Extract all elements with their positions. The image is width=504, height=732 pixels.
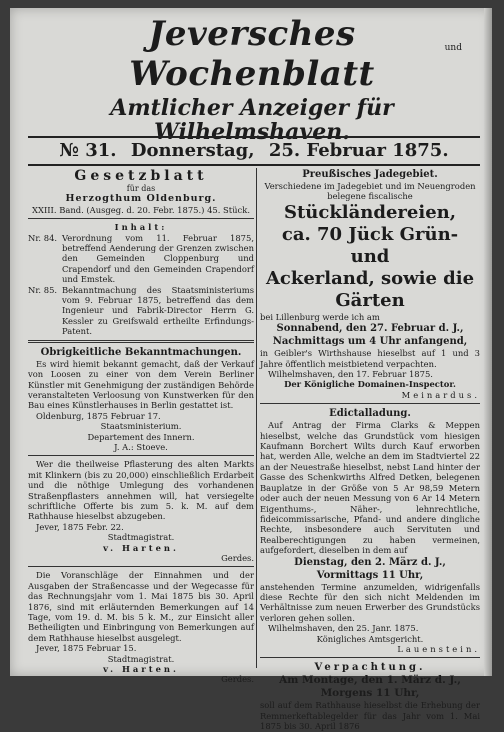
gesetzblatt-fuer: für das [126, 184, 156, 193]
verpachtung-date: Am Montage, den 1. März d. J., [279, 674, 461, 687]
inhalt-item-number: Nr. 85. [28, 284, 58, 295]
masthead [32, 14, 472, 144]
preussisches-big: ca. 70 Jück Grün- und [281, 223, 459, 267]
divider [28, 340, 254, 343]
obrigkeitliche-sign: Departement des Innern. [87, 431, 195, 442]
inhalt-item [28, 233, 254, 285]
obrigkeitliche-text: Es wird hiemit bekannt gemacht, daß der Verkauf von Loosen zu einer von dem Verein Berliner Künstler mit Genehmigung der zuständigen Behörde veranstalteten Verloosung von Kunstwerken für den Bau eines Künstlerhauses in Berlin gestattet ist. [28, 358, 254, 411]
preussisches-big: Gärten [335, 289, 405, 311]
column-separator [256, 168, 257, 668]
vormittags-time: Vormittags 11 Uhr, [316, 569, 424, 581]
preussisches-big: Ackerland, sowie die [265, 267, 475, 289]
preussisches-text: Verschiedene im Jadegebiet und im Neuengroden belegene fiscalische [264, 181, 476, 202]
issue-number: № 31. [59, 140, 117, 161]
edictalladung-sign: Königliches Amtsgericht. [316, 633, 424, 644]
verpachtung-time: Morgens 11 Uhr, [320, 687, 420, 700]
voranschlaege-sign: Gerdes. [221, 674, 254, 685]
preussisches-big: Stückländereien, [283, 201, 457, 223]
divider [260, 403, 480, 404]
voranschlaege-sign: v. Harten. [103, 664, 179, 675]
obrigkeitliche-heading: Obrigkeitliche Bekanntmachungen. [40, 346, 242, 358]
masthead-subtitle: Amtlicher Anzeiger für Wilhelmshaven. [110, 95, 394, 145]
obrigkeitliche-sign: J. A.: Stoeve. [114, 441, 168, 452]
sonnabend-date: Sonnabend, den 27. Februar d. J., [276, 323, 464, 335]
obrigkeitliche-sign: Staatsministerium. [100, 421, 182, 432]
obrigkeitliche-date: Oldenburg, 1875 Februar 17. [36, 410, 161, 421]
markt-text: Wer die theilweise Pflasterung des alten Markts mit Klinkern (bis zu 20,000) einschließlich Erdarbeit und die nöthige Umlegung des vorhandenen Straßenpflasters annehmen will, hat versiegelte schriftliche Offerte bis zum 5. k. M. auf dem Rathhause hieselbst abzugeben. [28, 459, 254, 522]
divider [28, 455, 254, 456]
inhalt-item-text: Verordnung vom 11. Februar 1875, betreffend Aenderung der Grenzen zwischen den Gemeinden Cloppenburg und Crapendorf und den Gemeinden Crapendorf und Emstek. [62, 232, 254, 285]
voranschlaege-text: Die Voranschläge der Einnahmen und der Ausgaben der Straßencasse und der Wegecasse für das Rechnungsjahr vom 1. Mai 1875 bis 30. April 1876, sind mit erläuternden Bemerkungen auf 14 Tage, vom 19. d. M. bis 5 k. M., zur Einsicht aller Betheiligten und Einbringung von Bemerkungen auf dem Rathhause hieselbst ausgelegt. [28, 570, 254, 643]
page-edge-shadow [484, 8, 492, 676]
gesetzblatt-band: XXIII. Band. (Ausgeg. d. 20. Febr. 1875.) 45. Stück. [32, 204, 250, 215]
verpachtung-heading: Verpachtung. [314, 662, 426, 674]
masthead-title: Jeversches Wochenblatt [129, 14, 375, 94]
markt-date: Jever, 1875 Febr. 22. [36, 521, 124, 532]
edictalladung-text: Auf Antrag der Firma Clarks & Meppen hieselbst, welche das Grundstück vom hiesigen Kaufmann Borchert Wilts durch Kauf erworben hat, werden Alle, welche an dem im Stadtviertel 22 an der Neuestraße hieselbst, nebst Land hinter der Gasse des Schenkwirths Alfred Detken, belegenen Bauplatze in der Größe von 5 Ar 98,59 Metern oder auch der neuen Messung von 6 Ar 14 Metern Eigenthums-, Näher-, lehnrechtliche, fideicommissarische, Pfand- und andere dingliche Rechte, insbesondere auch Servituten und Realberechtigungen zu haben vermeinen, aufgefordert, dieselben in dem auf [260, 420, 480, 556]
nachmittags-time: Nachmittags um 4 Uhr anfangend, [272, 336, 468, 348]
verpachtung-text: soll auf dem Rathhause hieselbst die Erhebung der Remmerkeftablegelder für das Jahr vom 1. Mai 1875 bis 30. April 1876 [260, 700, 480, 732]
issue-date: 25. Februar 1875. [268, 140, 449, 161]
preussisches-heading: Preußisches Jadegebiet. [302, 169, 438, 180]
left-column [28, 168, 254, 685]
voranschlaege-date: Jever, 1875 Februar 15. [36, 643, 137, 654]
newspaper-page [10, 8, 492, 732]
issue-weekday: Donnerstag, [130, 140, 255, 161]
lillenburg-text2: in Geibler's Wirthshause hieselbst auf 1 und 3 Jahre öffentlich meistbietend verpachten. [260, 348, 480, 369]
edictalladung-date: Wilhelmshaven, den 25. Janr. 1875. [268, 623, 419, 634]
lillenburg-text: bei Lillenburg werde ich am [260, 311, 380, 322]
voranschlaege-sign: Stadtmagistrat. [107, 653, 175, 664]
divider [28, 218, 254, 219]
edictalladung-sign: Lauenstein. [397, 643, 480, 654]
edictalladung-heading: Edictalladung. [329, 408, 411, 420]
dateline [28, 136, 480, 166]
inhalt-item [28, 285, 254, 337]
inhalt-item-text: Bekanntmachung des Staatsministeriums vom 9. Februar 1875, betreffend das dem Ingenieur und Fabrik-Director Herrn G. Kessler zu Greifswald ertheilte Erfindungs-Patent. [62, 284, 254, 337]
lillenburg-sign: Meinardus. [401, 389, 480, 400]
right-column [260, 168, 480, 732]
masthead-und: und [444, 43, 462, 53]
markt-sign: v. Harten. [103, 542, 179, 553]
lillenburg-date: Wilhelmshaven, den 17. Februar 1875. [268, 369, 433, 380]
markt-sign: Stadtmagistrat. [107, 532, 175, 543]
inhalt-item-number: Nr. 84. [28, 232, 58, 243]
edictalladung-text2: anstehenden Termine anzumelden, widrigenfalls diese Rechte für den sich nicht Meldenden im Verhältnisse zum neuen Erwerber des Grundstücks verloren gehen sollen. [260, 581, 480, 623]
divider [28, 566, 254, 567]
lillenburg-sign: Der Königliche Domainen-Inspector. [284, 379, 456, 390]
gesetzblatt-herzogthum: Herzogthum Oldenburg. [65, 193, 217, 205]
divider [260, 657, 480, 658]
gesetzblatt-title: Gesetzblatt [74, 168, 208, 184]
markt-sign: Gerdes. [221, 553, 254, 563]
dienstag-date: Dienstag, den 2. März d. J., [294, 556, 446, 568]
inhalt-label: Inhalt: [114, 222, 168, 233]
